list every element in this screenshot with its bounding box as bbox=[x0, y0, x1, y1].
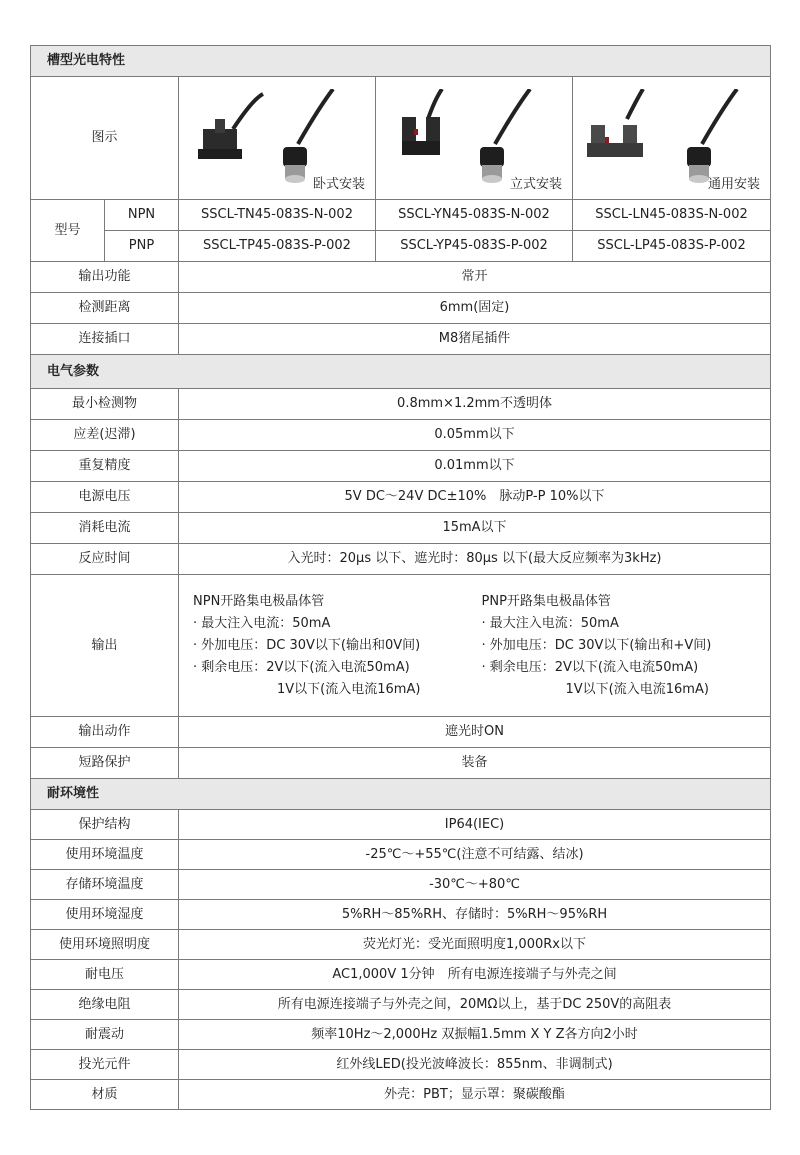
npn-model-horizontal: SSCL-TN45-083S-N-002 bbox=[179, 200, 376, 231]
row-value: 6mm(固定) bbox=[179, 293, 771, 324]
row-value: -25℃～+55℃(注意不可结露、结冰) bbox=[179, 840, 771, 870]
spec-sheet bbox=[30, 45, 770, 1110]
caption-vertical: 立式安装 bbox=[509, 177, 562, 192]
npn-output-line: · 外加电压：DC 30V以下(输出和0V间) bbox=[193, 637, 421, 653]
product-image-horizontal bbox=[179, 77, 376, 200]
output-pnp-block bbox=[482, 591, 771, 701]
row-label: 消耗电流 bbox=[31, 513, 179, 544]
row-value: -30℃～+80℃ bbox=[179, 870, 771, 900]
caption-horizontal: 卧式安装 bbox=[312, 177, 365, 192]
row-label: 输出功能 bbox=[31, 262, 179, 293]
pnp-model-horizontal: SSCL-TP45-083S-P-002 bbox=[179, 231, 376, 262]
npn-output-title: NPN开路集电极晶体管 bbox=[193, 593, 325, 609]
row-value: 遮光时ON bbox=[179, 717, 771, 748]
row-label: 检测距离 bbox=[31, 293, 179, 324]
row-value: 15mA以下 bbox=[179, 513, 771, 544]
row-label: 最小检测物 bbox=[31, 389, 179, 420]
output-spec bbox=[179, 575, 771, 717]
npn-model-vertical: SSCL-YN45-083S-N-002 bbox=[376, 200, 573, 231]
row-label: 耐震动 bbox=[31, 1020, 179, 1050]
section-slot-title: 槽型光电特性 bbox=[31, 46, 771, 77]
npn-output-line: 1V以下(流入电流16mA) bbox=[277, 681, 421, 697]
diagram-label: 图示 bbox=[31, 77, 179, 200]
row-label: 使用环境温度 bbox=[31, 840, 179, 870]
row-label: 电源电压 bbox=[31, 482, 179, 513]
universal-sensor-image bbox=[587, 89, 757, 189]
pnp-output-line: · 最大注入电流：50mA bbox=[481, 615, 619, 631]
row-value: 红外线LED(投光波峰波长：855nm、非调制式) bbox=[179, 1050, 771, 1080]
caption-universal: 通用安装 bbox=[708, 177, 761, 192]
section-electrical-title: 电气参数 bbox=[31, 355, 771, 389]
row-value: 5%RH～85%RH、存储时：5%RH～95%RH bbox=[179, 900, 771, 930]
row-value: 5V DC～24V DC±10% 脉动P-P 10%以下 bbox=[179, 482, 771, 513]
section-environment-title: 耐环境性 bbox=[31, 779, 771, 810]
pnp-model-universal: SSCL-LP45-083S-P-002 bbox=[573, 231, 771, 262]
output-label: 输出 bbox=[31, 575, 179, 717]
pnp-model-vertical: SSCL-YP45-083S-P-002 bbox=[376, 231, 573, 262]
row-value: 入光时：20μs 以下、遮光时：80μs 以下(最大反应频率为3kHz) bbox=[179, 544, 771, 575]
row-value: 0.05mm以下 bbox=[179, 420, 771, 451]
row-label: 使用环境湿度 bbox=[31, 900, 179, 930]
row-label: 材质 bbox=[31, 1080, 179, 1110]
npn-label: NPN bbox=[105, 200, 179, 231]
row-label: 绝缘电阻 bbox=[31, 990, 179, 1020]
row-label: 反应时间 bbox=[31, 544, 179, 575]
row-value: 0.01mm以下 bbox=[179, 451, 771, 482]
pnp-output-line: · 剩余电压：2V以下(流入电流50mA) bbox=[481, 659, 699, 675]
pnp-output-line: 1V以下(流入电流16mA) bbox=[565, 681, 709, 697]
row-label: 耐电压 bbox=[31, 960, 179, 990]
row-label: 存储环境温度 bbox=[31, 870, 179, 900]
npn-output-line: · 剩余电压：2V以下(流入电流50mA) bbox=[193, 659, 410, 675]
row-value: 0.8mm×1.2mm不透明体 bbox=[179, 389, 771, 420]
row-value: 装备 bbox=[179, 748, 771, 779]
row-value: M8猪尾插件 bbox=[179, 324, 771, 355]
product-image-universal bbox=[573, 77, 771, 200]
horizontal-sensor-image bbox=[193, 89, 363, 189]
row-label: 输出动作 bbox=[31, 717, 179, 748]
product-image-vertical bbox=[376, 77, 573, 200]
row-value: IP64(IEC) bbox=[179, 810, 771, 840]
row-label: 投光元件 bbox=[31, 1050, 179, 1080]
row-label: 保护结构 bbox=[31, 810, 179, 840]
row-label: 短路保护 bbox=[31, 748, 179, 779]
model-label: 型号 bbox=[31, 200, 105, 262]
row-value: 所有电源连接端子与外壳之间，20MΩ以上，基于DC 250V的高阻表 bbox=[179, 990, 771, 1020]
pnp-output-title: PNP开路集电极晶体管 bbox=[481, 593, 611, 609]
row-value: 外壳：PBT；显示罩：聚碳酸酯 bbox=[179, 1080, 771, 1110]
pnp-output-line: · 外加电压：DC 30V以下(输出和+V间) bbox=[481, 637, 712, 653]
output-npn-block bbox=[193, 591, 482, 701]
row-value: 频率10Hz～2,000Hz 双振幅1.5mm X Y Z各方向2小时 bbox=[179, 1020, 771, 1050]
npn-output-line: · 最大注入电流：50mA bbox=[193, 615, 331, 631]
npn-model-universal: SSCL-LN45-083S-N-002 bbox=[573, 200, 771, 231]
row-label: 使用环境照明度 bbox=[31, 930, 179, 960]
row-label: 应差(迟滞) bbox=[31, 420, 179, 451]
row-value: 常开 bbox=[179, 262, 771, 293]
spec-table bbox=[30, 45, 771, 1110]
pnp-label: PNP bbox=[105, 231, 179, 262]
vertical-sensor-image bbox=[390, 89, 560, 189]
row-label: 重复精度 bbox=[31, 451, 179, 482]
row-value: AC1,000V 1分钟 所有电源连接端子与外壳之间 bbox=[179, 960, 771, 990]
row-value: 荧光灯光：受光面照明度1,000Rx以下 bbox=[179, 930, 771, 960]
row-label: 连接插口 bbox=[31, 324, 179, 355]
